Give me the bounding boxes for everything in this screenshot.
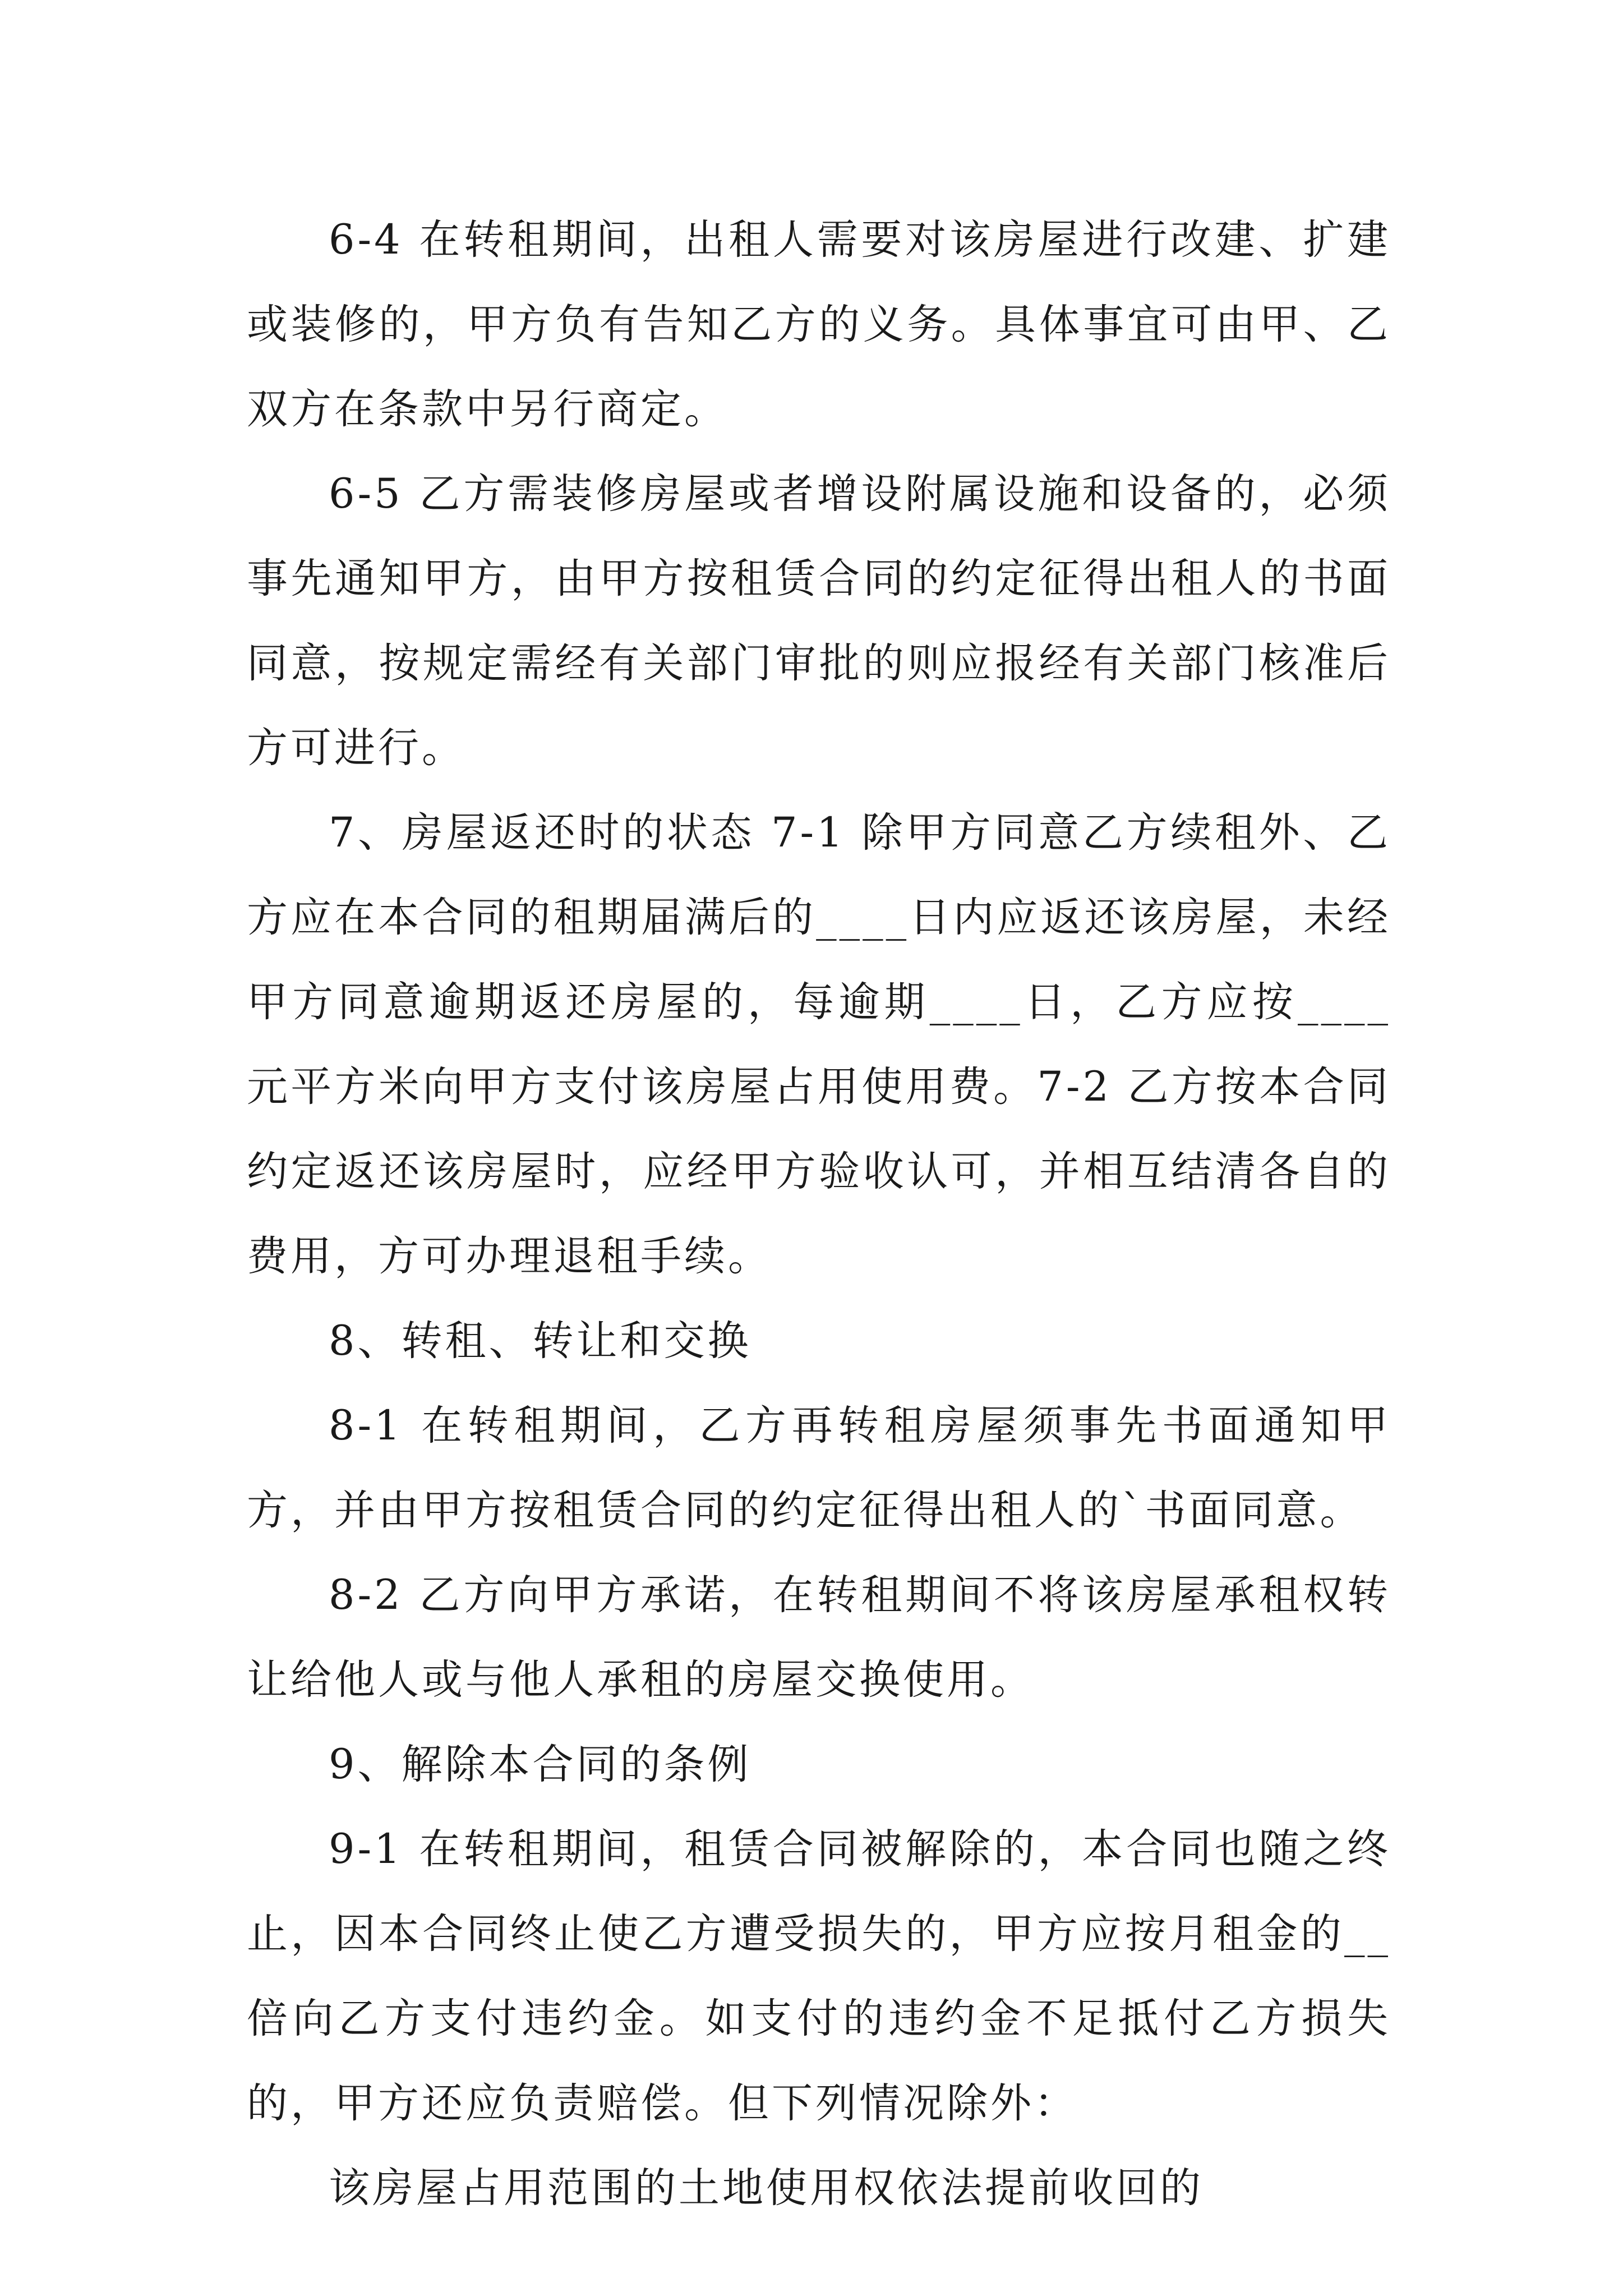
paragraph-8-2: 8-2 乙方向甲方承诺，在转租期间不将该房屋承租权转让给他人或与他人承租的房屋交换使用。 <box>247 1571 1391 1704</box>
paragraph-7: 7、房屋返还时的状态 7-1 除甲方同意乙方续租外、乙方应在本合同的租期届满后的____日内应返还该房屋，未经甲方同意逾期返还房屋的，每逾期____日，乙方应按____元平方米向甲方支付该房屋占用使用费。7-2 乙方按本合同约定返还该房屋时，应经甲方验收认可，并相互结清各自的费用，方可办理退租手续。 <box>247 809 1391 1280</box>
paragraph-6-4: 6-4 在转租期间，出租人需要对该房屋进行改建、扩建或装修的，甲方负有告知乙方的义务。具体事宜可由甲、乙双方在条款中另行商定。 <box>247 216 1391 433</box>
paragraph-exception: 该房屋占用范围的土地使用权依法提前收回的 <box>329 2164 1204 2212</box>
paragraph-6-5: 6-5 乙方需装修房屋或者增设附属设施和设备的，必须事先通知甲方，由甲方按租赁合同的约定征得出租人的书面同意，按规定需经有关部门审批的则应报经有关部门核准后方可进行。 <box>247 470 1391 772</box>
paragraph-9-1: 9-1 在转租期间，租赁合同被解除的，本合同也随之终止，因本合同终止使乙方遭受损失的，甲方应按月租金的__倍向乙方支付违约金。如支付的违约金不足抵付乙方损失的，甲方还应负责赔偿。但下列情况除外： <box>247 1825 1391 2127</box>
paragraph-8-1: 8-1 在转租期间，乙方再转租房屋须事先书面通知甲方，并由甲方按租赁合同的约定征得出租人的`书面同意。 <box>247 1402 1391 1534</box>
document-body <box>247 197 1391 2230</box>
heading-9: 9、解除本合同的条例 <box>329 1741 751 1788</box>
heading-8: 8、转租、转让和交换 <box>329 1317 751 1365</box>
